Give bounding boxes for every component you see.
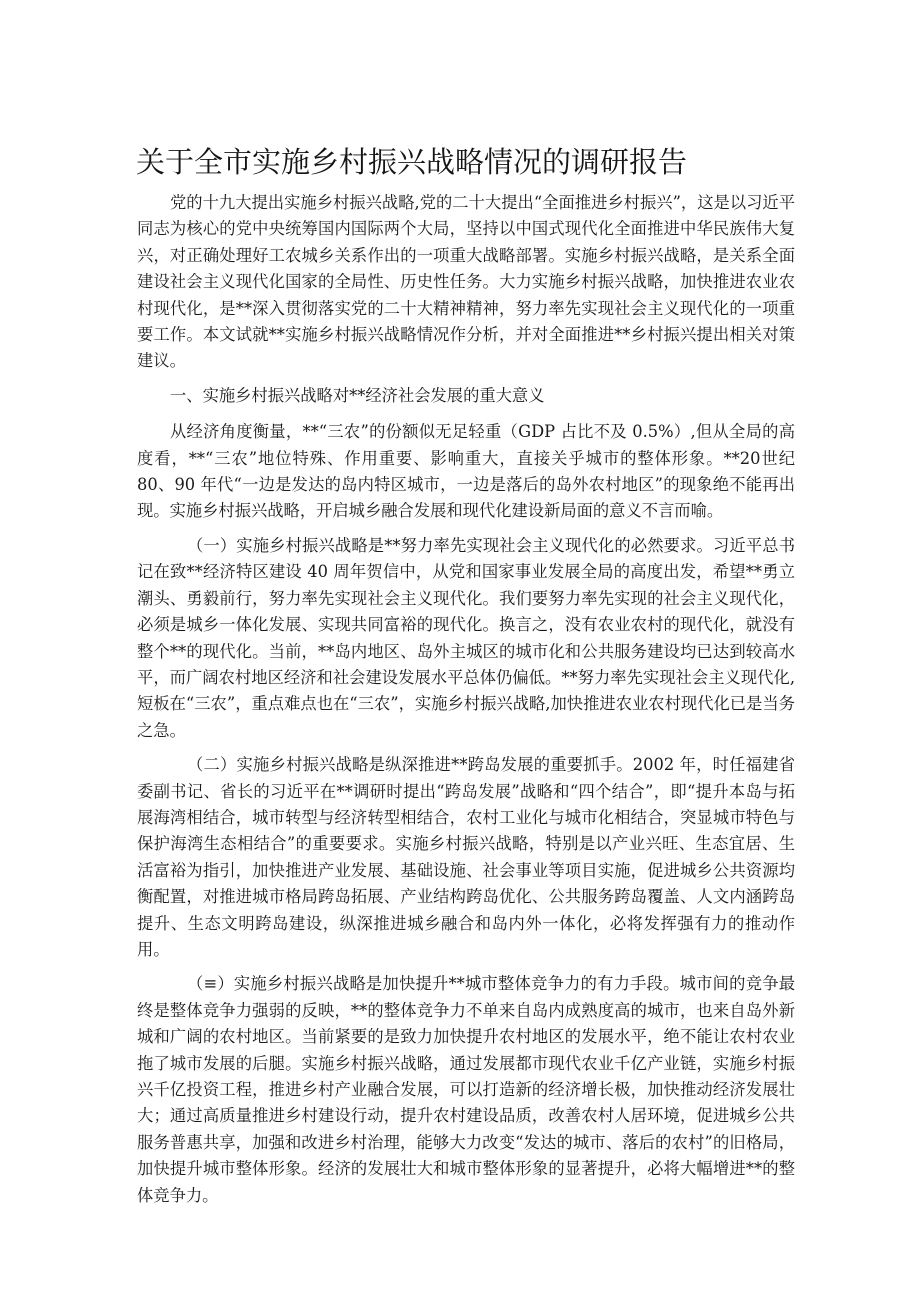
document-title: 关于全市实施乡村振兴战略情况的调研报告 bbox=[136, 145, 688, 179]
subsection-2-paragraph: （二）实施乡村振兴战略是纵深推进**跨岛发展的重要抓手。2002 年，时任福建省委副书记、省长的习近平在**调研时提出“跨岛发展”战略和“四个结合”，即“提升本岛与拓展海湾相结合，城市转型与经济转型相结合，农村工业化与城市化相结合，突显城市特色与保护海湾生态相结合”的重要要求。实施乡村振兴战略，特别是以产业兴旺、生态宜居、生活富裕为指引，加快推进产业发展、基础设施、社会事业等项目实施，促进城乡公共资源均衡配置，对推进城市格局跨岛拓展、产业结构跨岛优化、公共服务跨岛覆盖、人文内涵跨岛提升、生态文明跨岛建设，纵深推进城乡融合和岛内外一体化，必将发挥强有力的推动作用。 bbox=[137, 755, 795, 959]
intro-paragraph: 党的十九大提出实施乡村振兴战略,党的二十大提出“全面推进乡村振兴”，这是以习近平同志为核心的党中央统筹国内国际两个大局，坚持以中国式现代化全面推进中华民族伟大复兴，对正确处理好工农城乡关系作出的一项重大战略部署。实施乡村振兴战略，是关系全面建设社会主义现代化国家的全局性、历史性任务。大力实施乡村振兴战略，加快推进农业农村现代化，是**深入贯彻落实党的二十大精神精神，努力率先实现社会主义现代化的一项重要工作。本文试就**实施乡村振兴战略情况作分析，并对全面推进**乡村振兴提出相关对策建议。 bbox=[137, 193, 795, 371]
subsection-1-paragraph: （一）实施乡村振兴战略是**努力率先实现社会主义现代化的必然要求。习近平总书记在致**经济特区建设 40 周年贺信中，从党和国家事业发展全局的高度出发，希望**勇立潮头、勇毅前行，努力率先实现社会主义现代化。我们要努力率先实现的社会主义现代化，必须是城乡一体化发展、实现共同富裕的现代化。换言之，没有农业农村的现代化，就没有整个**的现代化。当前，**岛内地区、岛外主城区的城市化和公共服务建设均已达到较高水平，而广阔农村地区经济和社会建设发展水平总体仍偏低。**努力率先实现社会主义现代化,短板在“三农”，重点难点也在“三农”，实施乡村振兴战略,加快推进农业农村现代化已是当务之急。 bbox=[137, 535, 795, 740]
economic-paragraph: 从经济角度衡量，**“三农”的份额似无足轻重（GDP 占比不及 0.5%）,但从全局的高度看，**“三农”地位特殊、作用重要、影响重大，直接关乎城市的整体形象。**20世纪 80、90 年代“一边是发达的岛内特区城市，一边是落后的岛外农村地区”的现象绝不能再出现。实施乡村振兴战略，开启城乡融合发展和现代化建设新局面的意义不言而喻。 bbox=[137, 422, 795, 521]
section-heading: 一、实施乡村振兴战略对**经济社会发展的重大意义 bbox=[170, 385, 545, 405]
document-body bbox=[137, 190, 795, 1217]
subsection-3-paragraph: （≡）实施乡村振兴战略是加快提升**城市整体竞争力的有力手段。城市间的竞争最终是整体竞争力强弱的反映，**的整体竞争力不单来自岛内成熟度高的城市，也来自岛外新城和广阔的农村地区。当前紧要的是致力加快提升农村地区的发展水平，绝不能让农村农业拖了城市发展的后腿。实施乡村振兴战略，通过发展都市现代农业千亿产业链，实施乡村振兴千亿投资工程，推进乡村产业融合发展，可以打造新的经济增长极，加快推动经济发展壮大；通过高质量推进乡村建设行动，提升农村建设品质，改善农村人居环境，促进城乡公共服务普惠共享，加强和改进乡村治理，能够大力改变“发达的城市、落后的农村”的旧格局，加快提升城市整体形象。经济的发展壮大和城市整体形象的显著提升，必将大幅增进**的整体竞争力。 bbox=[137, 974, 795, 1205]
